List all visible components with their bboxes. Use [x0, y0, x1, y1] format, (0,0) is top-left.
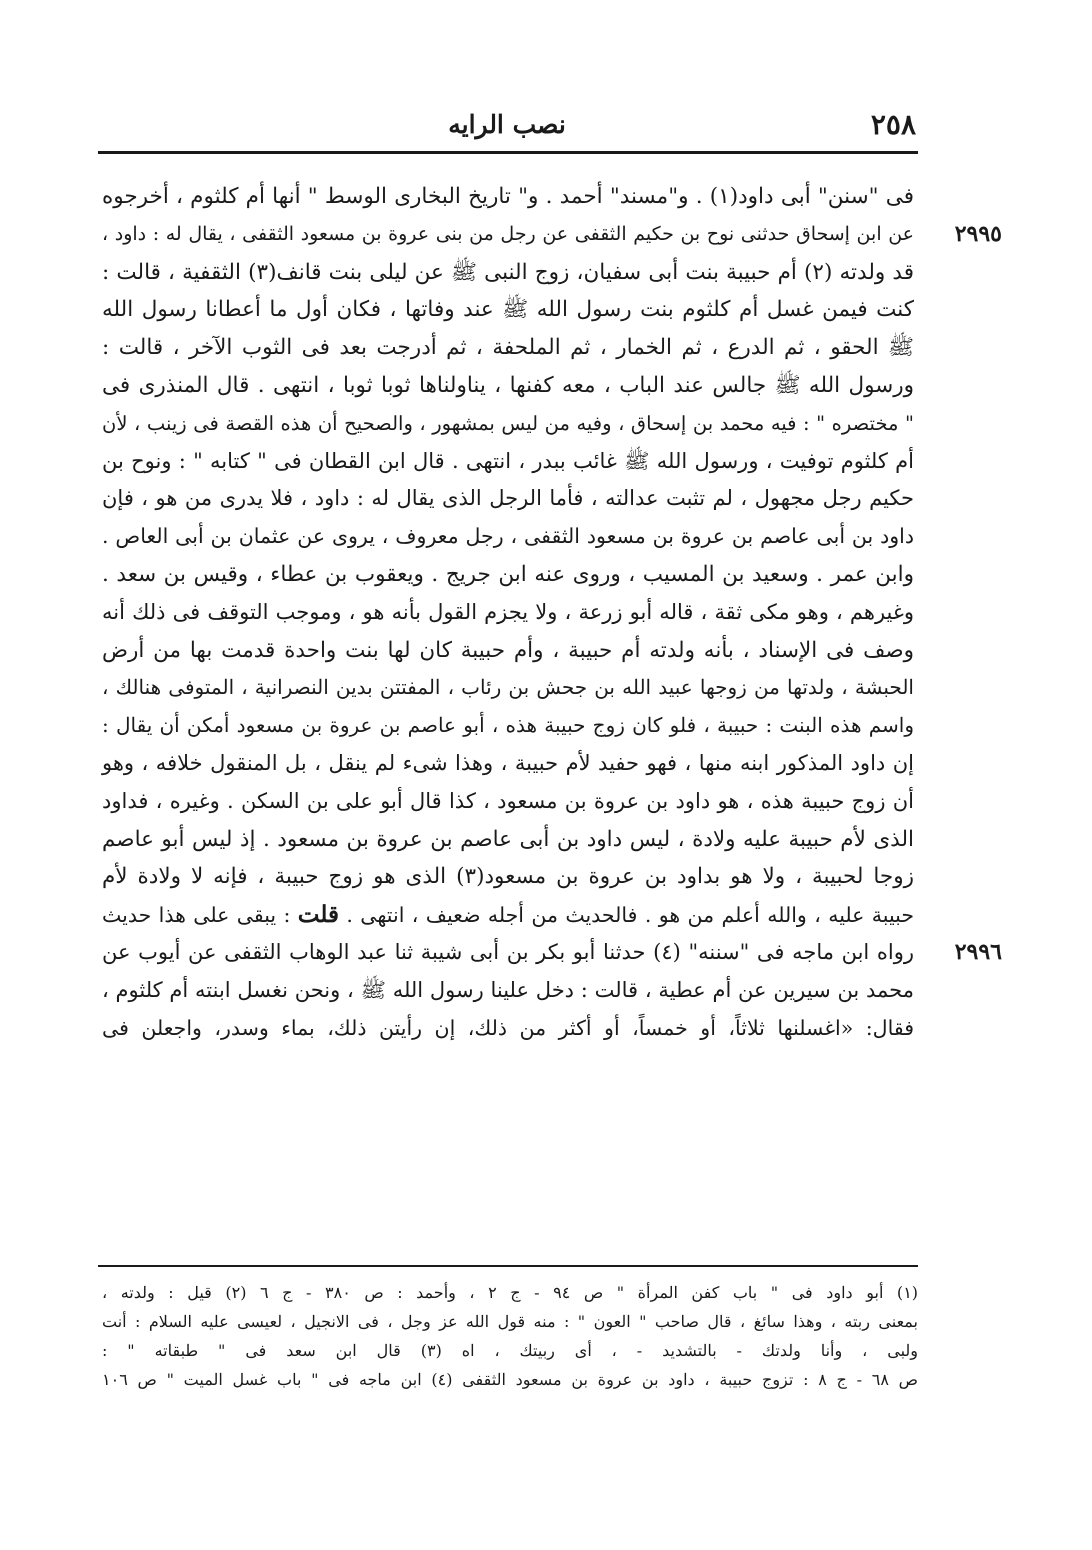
- hadith-number: ٢٩٩٥: [954, 220, 1002, 247]
- text-line: محمد بن سيرين عن أم عطية ، قالت : دخل علينا رسول الله ﷺ ، ونحن نغسل ابنته أم كلثوم ،: [102, 977, 914, 1002]
- bold-keyword: قلت: [297, 901, 339, 929]
- text-line: ﷺ الحقو ، ثم الدرع ، ثم الخمار ، ثم الملحفة ، ثم أدرجت بعد فى الثوب الآخر ، قالت :: [102, 335, 914, 361]
- text-line: كنت فيمن غسل أم كلثوم بنت رسول الله ﷺ عند وفاتها ، فكان أول ما أعطانا رسول الله: [102, 297, 914, 323]
- text-line: وغيرهم ، وهو مكى ثقة ، قاله أبو زرعة ، ولا يجزم القول بأنه هو ، وموجب التوقف فى ذلك أنه: [102, 599, 914, 624]
- page-header: [98, 108, 916, 150]
- text-line-content: عن ابن إسحاق حدثنى نوح بن حكيم الثقفى عن رجل من بنى عروة بن مسعود الثقفى ، يقال له : داود ،: [102, 222, 914, 245]
- text-line: إن داود المذكور ابنه منها ، فهو حفيد لأم حبيبة ، وهذا شىء لم ينقل ، بل المنقول خلافه ، وهو: [102, 750, 914, 775]
- text-line: الذى لأم حبيبة عليه ولادة ، ليس داود بن أبى عاصم بن عروة بن مسعود . إذ ليس أبو عاصم: [102, 826, 914, 852]
- text-line: قد ولدته (٢) أم حبيبة بنت أبى سفيان، زوج النبى ﷺ عن ليلى بنت قانف(٣) الثقفية ، قالت :: [102, 259, 914, 285]
- footnote-line: بمعنى ربته ، وهذا سائغ ، قال صاحب " العون " : منه قول الله عز وجل ، فى الانجيل ، لعيسى عليه السلام : أنت: [102, 1312, 918, 1331]
- text-line: وابن عمر . وسعيد بن المسيب ، وروى عنه ابن جريج . ويعقوب بن عطاء ، وقيس بن سعد .: [102, 561, 914, 587]
- text-line-hadith-start: [102, 934, 1002, 972]
- footnote-divider: [98, 1265, 918, 1267]
- footnotes: [102, 1278, 918, 1394]
- text-line: " مختصره " : فيه محمد بن إسحاق ، وفيه من ليس بمشهور ، والصحيح أن هذه القصة فى زينب ، لأن: [102, 411, 914, 435]
- hadith-number: ٢٩٩٦: [954, 938, 1002, 965]
- text-line-hadith-start: [102, 216, 1002, 254]
- footnote-line: ص ٦٨ - ج ٨ : تزوج حبيبة ، داود بن عروة بن مسعود الثقفى (٤) ابن ماجه فى " باب غسل الميت " ص ١٠٦: [102, 1370, 918, 1389]
- footnote-line: (١) أبو داود فى " باب كفن المرأة " ص ٩٤ - ج ٢ ، وأحمد : ص ٣٨٠ - ج ٦ (٢) قيل : ولدته ،: [102, 1283, 919, 1302]
- text-line-content: حبيبة عليه ، والله أعلم من هو . فالحديث من أجله ضعيف ، انتهى . قلت : يبقى على هذا حديث: [102, 901, 914, 929]
- text-line: داود بن أبى عاصم بن عروة بن مسعود الثقفى ، رجل معروف ، يروى عن عثمان بن أبى العاص .: [102, 524, 914, 549]
- running-title: نصب الرايه: [448, 110, 566, 139]
- text-line: ورسول الله ﷺ جالس عند الباب ، معه كفنها ، يناولناها ثوبا ثوبا ، انتهى . قال المنذرى فى: [102, 372, 914, 398]
- text-line: حكيم رجل مجهول ، لم تثبت عدالته ، فأما الرجل الذى يقال له : داود ، فلا يدرى من هو ، فإن: [102, 486, 914, 511]
- main-text: [102, 178, 1002, 1047]
- text-line-with-bold: [102, 896, 914, 934]
- header-divider: [98, 151, 918, 154]
- text-line-content: رواه ابن ماجه فى "سننه" (٤) حدثنا أبو بكر بن أبى شيبة ثنا عبد الوهاب الثقفى عن أيوب عن: [102, 939, 914, 964]
- text-line: فى "سنن" أبى داود(١) . و"مسند" أحمد . و" تاريخ البخارى الوسط " أنها أم كلثوم ، أخرجوه: [102, 184, 914, 209]
- text-line: فقال: «اغسلنها ثلاثاً، أو خمساً، أو أكثر من ذلك، إن رأيتن ذلك، بماء وسدر، واجعلن فى: [102, 1015, 914, 1040]
- text-line: وصف فى الإسناد ، بأنه ولدته أم حبيبة ، وأم حبيبة كان لها بنت واحدة قدمت بها من أرض: [102, 637, 914, 663]
- text-line: واسم هذه البنت : حبيبة ، فلو كان زوج حبيبة هذه ، أبو عاصم بن عروة بن مسعود أمكن أن يقال :: [102, 713, 914, 738]
- text-line: أن زوج حبيبة هذه ، هو داود بن عروة بن مسعود ، كذا قال أبو على بن السكن . وغيره ، فداود: [102, 788, 914, 813]
- text-line: أم كلثوم توفيت ، ورسول الله ﷺ غائب ببدر ، انتهى . قال ابن القطان فى " كتابه " : ونوح بن: [102, 448, 914, 473]
- footnote-line: ولبى ، وأنا ولدتك - بالتشديد - ، أى ربيتك ، اه (٣) قال ابن سعد فى " طبقاته " :: [102, 1341, 918, 1360]
- text-line: الحبشة ، ولدتها من زوجها عبيد الله بن جحش بن رئاب ، المفتتن بدين النصرانية ، المتوفى هنالك ،: [102, 675, 914, 700]
- page-number: ٢٥٨: [870, 108, 916, 141]
- text-line: زوجا لحبيبة ، ولا هو بداود بن عروة بن مسعود(٣) الذى هو زوج حبيبة ، فإنه لا ولادة لأم: [102, 864, 914, 890]
